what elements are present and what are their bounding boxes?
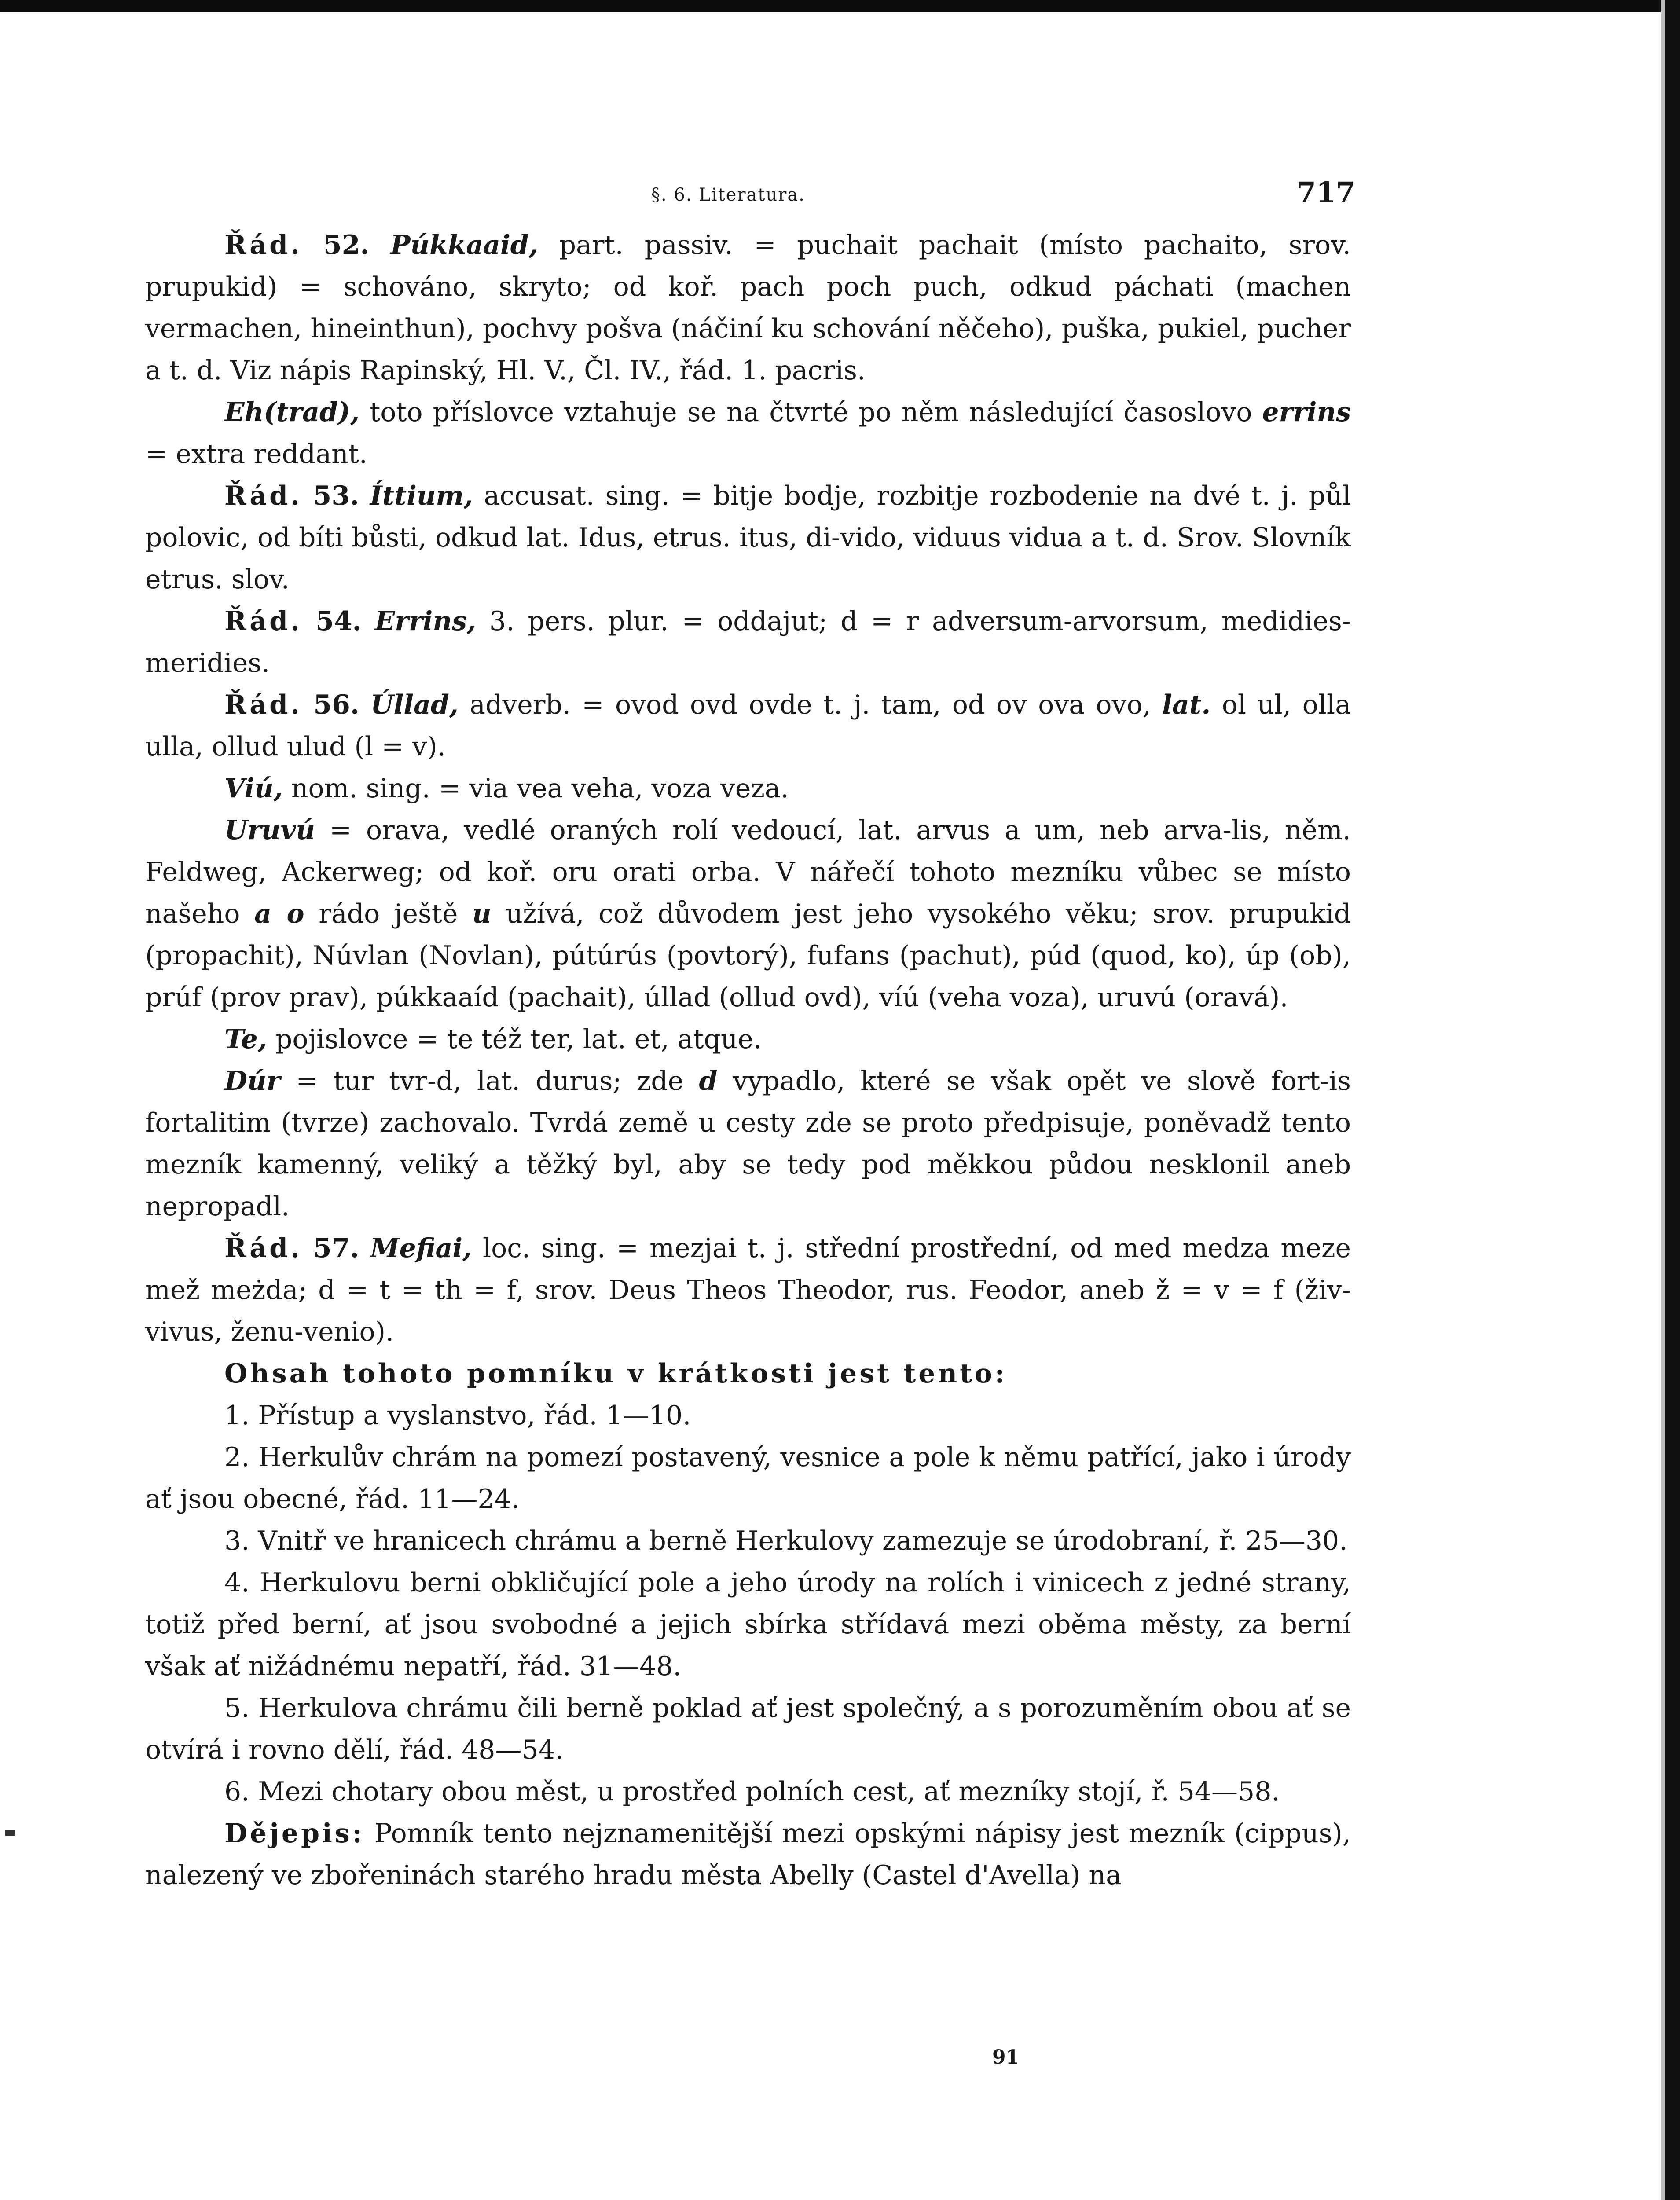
line-number: 52. [323,230,370,260]
line-number: 53. [313,480,359,511]
paragraph-text: rádo ještě [319,898,458,929]
paragraph-text: = extra reddant. [145,439,367,469]
summary-item: 3. Vnitř ve hranicech chrámu a berně Herkulovy zamezuje se úrodobraní, ř. 25—30. [224,1525,1348,1556]
signature-mark: 91 [992,2046,1020,2068]
summary-heading: Ohsah tohoto pomníku v krátkosti jest tento: [224,1358,1007,1389]
summary-item: 4. Herkulovu berni obkličující pole a jeho úrody na rolích i vinicech z jedné strany, totiž před berní, ať jsou svobodné a jejich sbírka střídavá mezi oběma městy, za berní však ať nižádnému nepatří, řád. 31—48. [145,1567,1351,1682]
inline-word: errins [1262,397,1351,428]
paragraph [145,684,1351,768]
scan-border-top [0,0,1680,12]
headword: Púkkaaid, [390,230,538,260]
inline-word: u [472,898,492,929]
summary-item: 6. Mezi chotary obou měst, u prostřed polních cest, ať mezníky stojí, ř. 54—58. [224,1776,1280,1807]
page-number: 717 [1296,176,1355,209]
paragraph-text: 3. pers. plur. = oddajut; d = r adversum-arvorsum, medidies-meridies. [145,606,1351,678]
paragraph-text: nom. sing. = via vea veha, voza veza. [291,773,789,804]
paragraph-text: adverb. = ovod ovd ovde t. j. tam, od ov ova ovo, [470,689,1151,720]
paragraph-text: užívá, což důvodem jest jeho vysokého věku; srov. prupukid (propachit), Núvlan (Novlan), pútúrús (povtorý), fufans (pachut), púd (quod, ko), úp (ob), prúf (prov prav), púkkaaíd (pachait), úllad (ollud ovd), víú (veha voza), uruvú (oravá). [145,898,1351,1013]
history-paragraph [145,1813,1351,1896]
line-label: Řád. [224,689,302,720]
headword: Mefiai, [370,1233,472,1264]
paragraph [145,1228,1351,1353]
paragraph-text: = orava, vedlé oraných rolí vedoucí, lat. arvus a um, neb arva-lis, něm. Feldweg, Ackerweg; od koř. oru orati orba. V nářečí tohoto mezníku vůbec se místo našeho [145,815,1351,929]
paragraph [145,1019,1351,1060]
summary-item: 5. Herkulova chrámu čili berně poklad ať jest společný, a s porozuměním obou ať se otvírá i rovno dělí, řád. 48—54. [145,1693,1351,1765]
scan-border-right [1665,0,1680,2200]
paragraph [145,601,1351,684]
line-number: 56. [313,689,359,720]
paragraph [145,768,1351,810]
paragraph-text: pojislovce = te též ter, lat. et, atque. [275,1024,762,1055]
line-label: Řád. [224,480,302,511]
running-header [145,176,1355,224]
scan-mark [5,1830,15,1836]
headword: Errins, [374,606,476,637]
line-number: 57. [313,1233,359,1264]
body-text [145,224,1351,1896]
inline-word: d [699,1066,718,1096]
headword: Dúr [224,1066,281,1096]
paragraph [145,392,1351,475]
book-page [145,176,1355,2112]
headword: Viú, [224,773,283,804]
inline-word: a o [254,898,304,929]
paragraph-text: toto příslovce vztahuje se na čtvrté po něm následující časoslovo [370,397,1252,428]
line-label: Řád. [224,1233,302,1264]
line-number: 54. [315,606,362,637]
line-label: Řád. [224,606,302,637]
paragraph [145,224,1351,392]
inline-word: lat. [1162,689,1211,720]
headword: Eh(trad), [224,397,360,428]
paragraph-text: = tur tvr-d, lat. durus; zde [296,1066,684,1096]
paragraph-text: loc. sing. = mezjai t. j. střední prostřední, od med medza meze mež meżda; d = t = th = f, srov. Deus Theos Theodor, rus. Feodor, aneb ž = v = f (živ-vivus, ženu-venio). [145,1233,1351,1347]
paragraph [145,475,1351,601]
history-text: Pomník tento nejznamenitější mezi opskými nápisy jest mezník (cippus), nalezený ve zbořeninách starého hradu města Abelly (Castel d'Avella) na [145,1818,1351,1891]
headword: Uruvú [224,815,315,846]
paragraph-text: accusat. sing. = bitje bodje, rozbitje rozbodenie na dvé t. j. půl polovic, od bíti bůsti, odkud lat. Idus, etrus. itus, di-vido, viduus vidua a t. d. Srov. Slovník etrus. slov. [145,480,1351,595]
paragraph-text: vypadlo, které se však opět ve slově fort-is fortalitim (tvrze) zachovalo. Tvrdá země u cesty zde se proto předpisuje, poněvadž tento mezník kamenný, veliký a těžký byl, aby se tedy pod měkkou půdou nesklonil aneb nepropadl. [145,1066,1351,1222]
scan-border-right-inner [1661,0,1665,2200]
summary-item: 1. Přístup a vyslanstvo, řád. 1—10. [224,1400,691,1431]
line-label: Řád. [224,230,302,260]
summary-item: 2. Herkulův chrám na pomezí postavený, vesnice a pole k němu patřící, jako i úrody ať jsou obecné, řád. 11—24. [145,1442,1351,1514]
section-title: §. 6. Literatura. [651,185,805,205]
paragraph [145,1060,1351,1228]
headword: Te, [224,1024,267,1055]
paragraph [145,810,1351,1019]
history-label: Dějepis: [224,1818,365,1849]
paragraph-text: ol ul, olla ulla, ollud ulud (l = v). [145,689,1351,762]
headword: Íttium, [370,480,473,511]
paragraph-text: part. passiv. = puchait pachait (místo pachaito, srov. prupukid) = schováno, skryto; od koř. pach poch puch, odkud páchati (machen vermachen, hineinthun), pochvy pošva (náčiní ku schování něčeho), puška, pukiel, pucher a t. d. Viz nápis Rapinský, Hl. V., Čl. IV., řád. 1. pacris. [145,230,1351,386]
headword: Úllad, [370,689,459,720]
